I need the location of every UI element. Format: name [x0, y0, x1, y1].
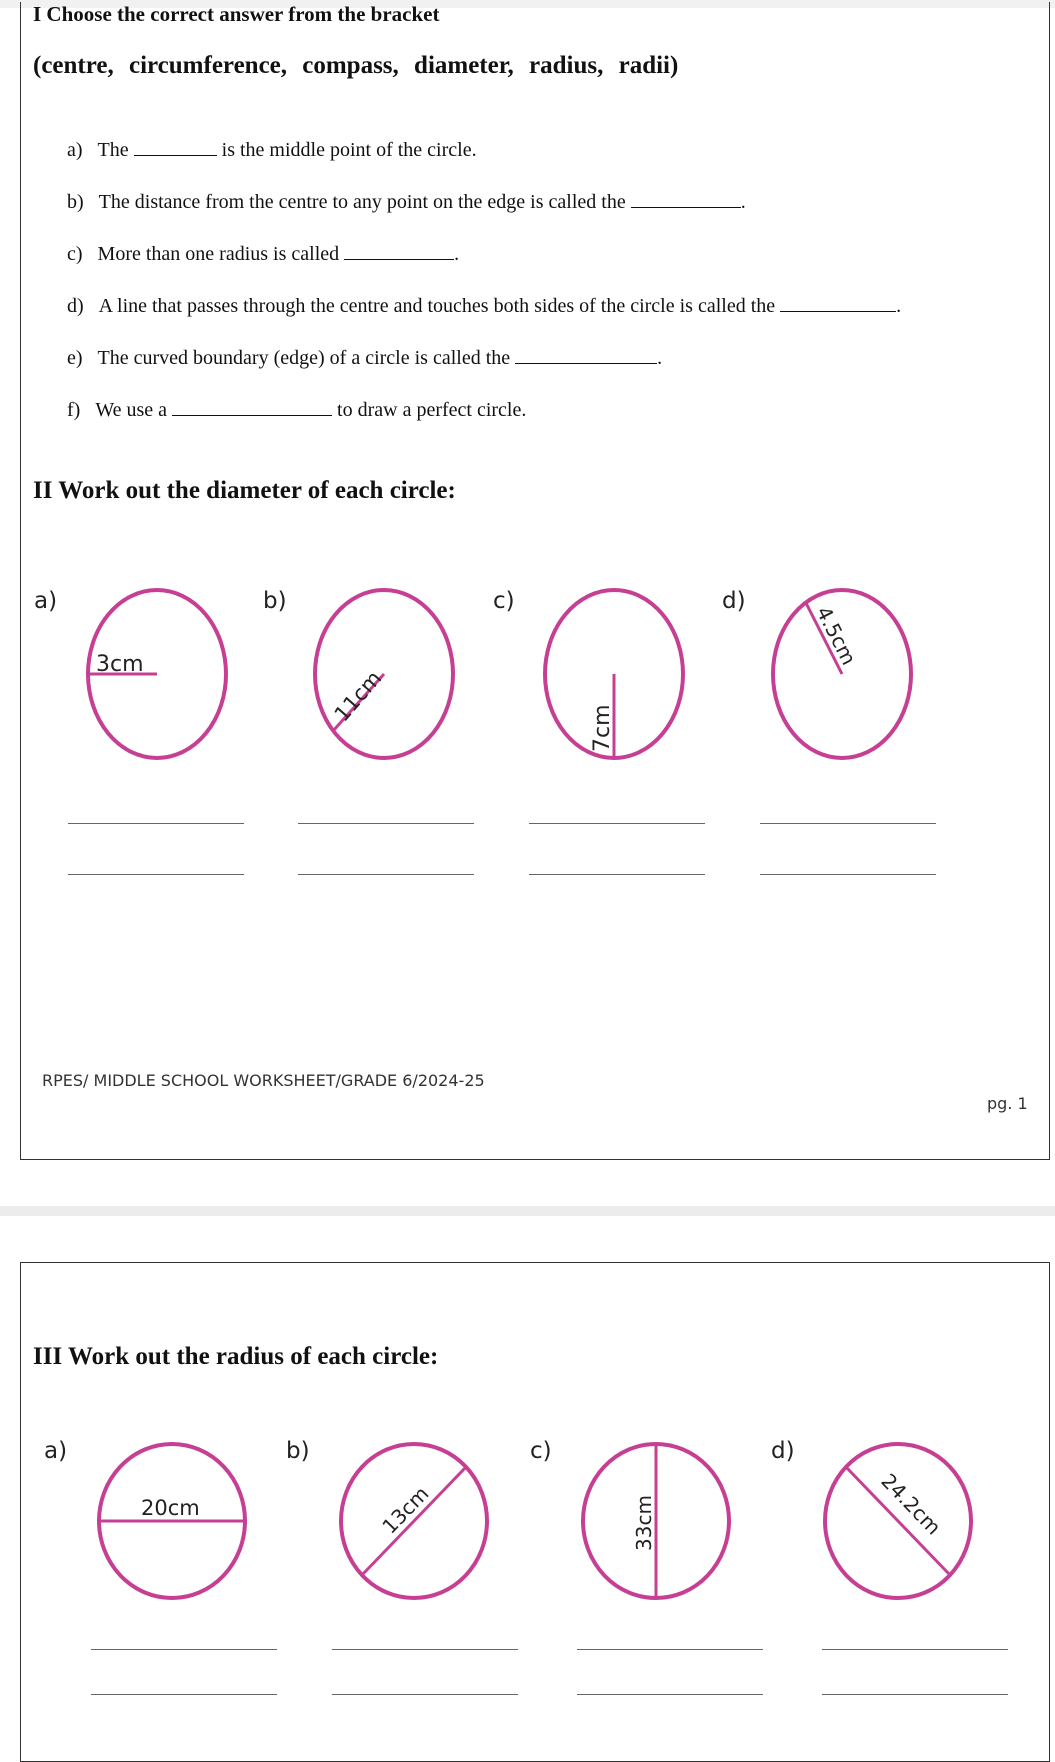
circle-diagram-b: [315, 590, 453, 758]
question-letter: d): [67, 295, 84, 317]
measure-label: 20cm: [141, 1496, 200, 1520]
measure-label: 33cm: [632, 1495, 656, 1551]
answer-line[interactable]: [332, 1649, 518, 1650]
measure-label: 4.5cm: [811, 602, 862, 669]
circle-label-b: b): [263, 588, 287, 614]
question-text-before: A line that passes through the centre and touches both sides of the circle is called the: [98, 295, 776, 317]
answer-line[interactable]: [91, 1694, 277, 1695]
measure-label: 13cm: [377, 1481, 434, 1539]
question-text-before: The curved boundary (edge) of a circle is called the: [97, 347, 511, 369]
question-text-after: .: [896, 295, 902, 317]
answer-line[interactable]: [760, 874, 936, 875]
question-text-after: to draw a perfect circle.: [337, 399, 527, 421]
question-text-before: We use a: [95, 399, 168, 421]
question-text-after: is the middle point of the circle.: [221, 139, 477, 161]
answer-line[interactable]: [298, 874, 474, 875]
circle-label-3b: b): [286, 1438, 310, 1464]
circle-label-c: c): [493, 588, 515, 614]
answer-line[interactable]: [298, 823, 474, 824]
measure-label: 7cm: [590, 704, 615, 752]
answer-line[interactable]: [529, 823, 705, 824]
answer-line[interactable]: [332, 1694, 518, 1695]
word-bank: (centre, circumference, compass, diameter, radius, radii): [33, 52, 679, 79]
section-3-title: III Work out the radius of each circle:: [33, 1343, 439, 1370]
question-letter: a): [67, 139, 83, 161]
question-letter: f): [67, 399, 81, 421]
measure-label: 3cm: [96, 652, 144, 677]
question-text-before: The distance from the centre to any point on the edge is called the: [98, 191, 626, 213]
circle-diagram-c: [545, 590, 683, 758]
question-letter: c): [67, 243, 83, 265]
answer-line[interactable]: [577, 1649, 763, 1650]
circle-label-3c: c): [530, 1438, 552, 1464]
circle-diagram-3a: [99, 1444, 245, 1598]
circle-diagram-3c: [583, 1444, 729, 1598]
answer-line[interactable]: [529, 874, 705, 875]
circle-label-d: d): [722, 588, 746, 614]
section-2-title: II Work out the diameter of each circle:: [33, 477, 456, 504]
measure-label: 24.2cm: [876, 1468, 946, 1540]
answer-line[interactable]: [91, 1649, 277, 1650]
circle-diagram-3b: [341, 1444, 487, 1598]
question-text-before: More than one radius is called: [97, 243, 340, 265]
circle-label-3a: a): [44, 1438, 68, 1464]
circle-diagram-3d: [825, 1444, 971, 1598]
question-letter: b): [67, 191, 84, 213]
page-number: pg. 1: [987, 1094, 1028, 1113]
circle-label-a: a): [34, 588, 58, 614]
answer-line[interactable]: [577, 1694, 763, 1695]
measure-label: 11cm: [329, 666, 387, 727]
question-text-after: .: [657, 347, 663, 369]
answer-line[interactable]: [68, 874, 244, 875]
circle-diagram-d: [773, 590, 911, 758]
section-1-title: I Choose the correct answer from the bracket: [33, 2, 440, 26]
answer-line[interactable]: [68, 823, 244, 824]
circle-diagram-a: [88, 590, 226, 758]
question-text-before: The: [97, 139, 129, 161]
footer-text: RPES/ MIDDLE SCHOOL WORKSHEET/GRADE 6/2024-25: [42, 1071, 485, 1090]
question-text-after: .: [454, 243, 460, 265]
question-letter: e): [67, 347, 83, 369]
answer-line[interactable]: [760, 823, 936, 824]
answer-line[interactable]: [822, 1649, 1008, 1650]
circle-label-3d: d): [771, 1438, 795, 1464]
answer-line[interactable]: [822, 1694, 1008, 1695]
question-text-after: .: [740, 191, 746, 213]
